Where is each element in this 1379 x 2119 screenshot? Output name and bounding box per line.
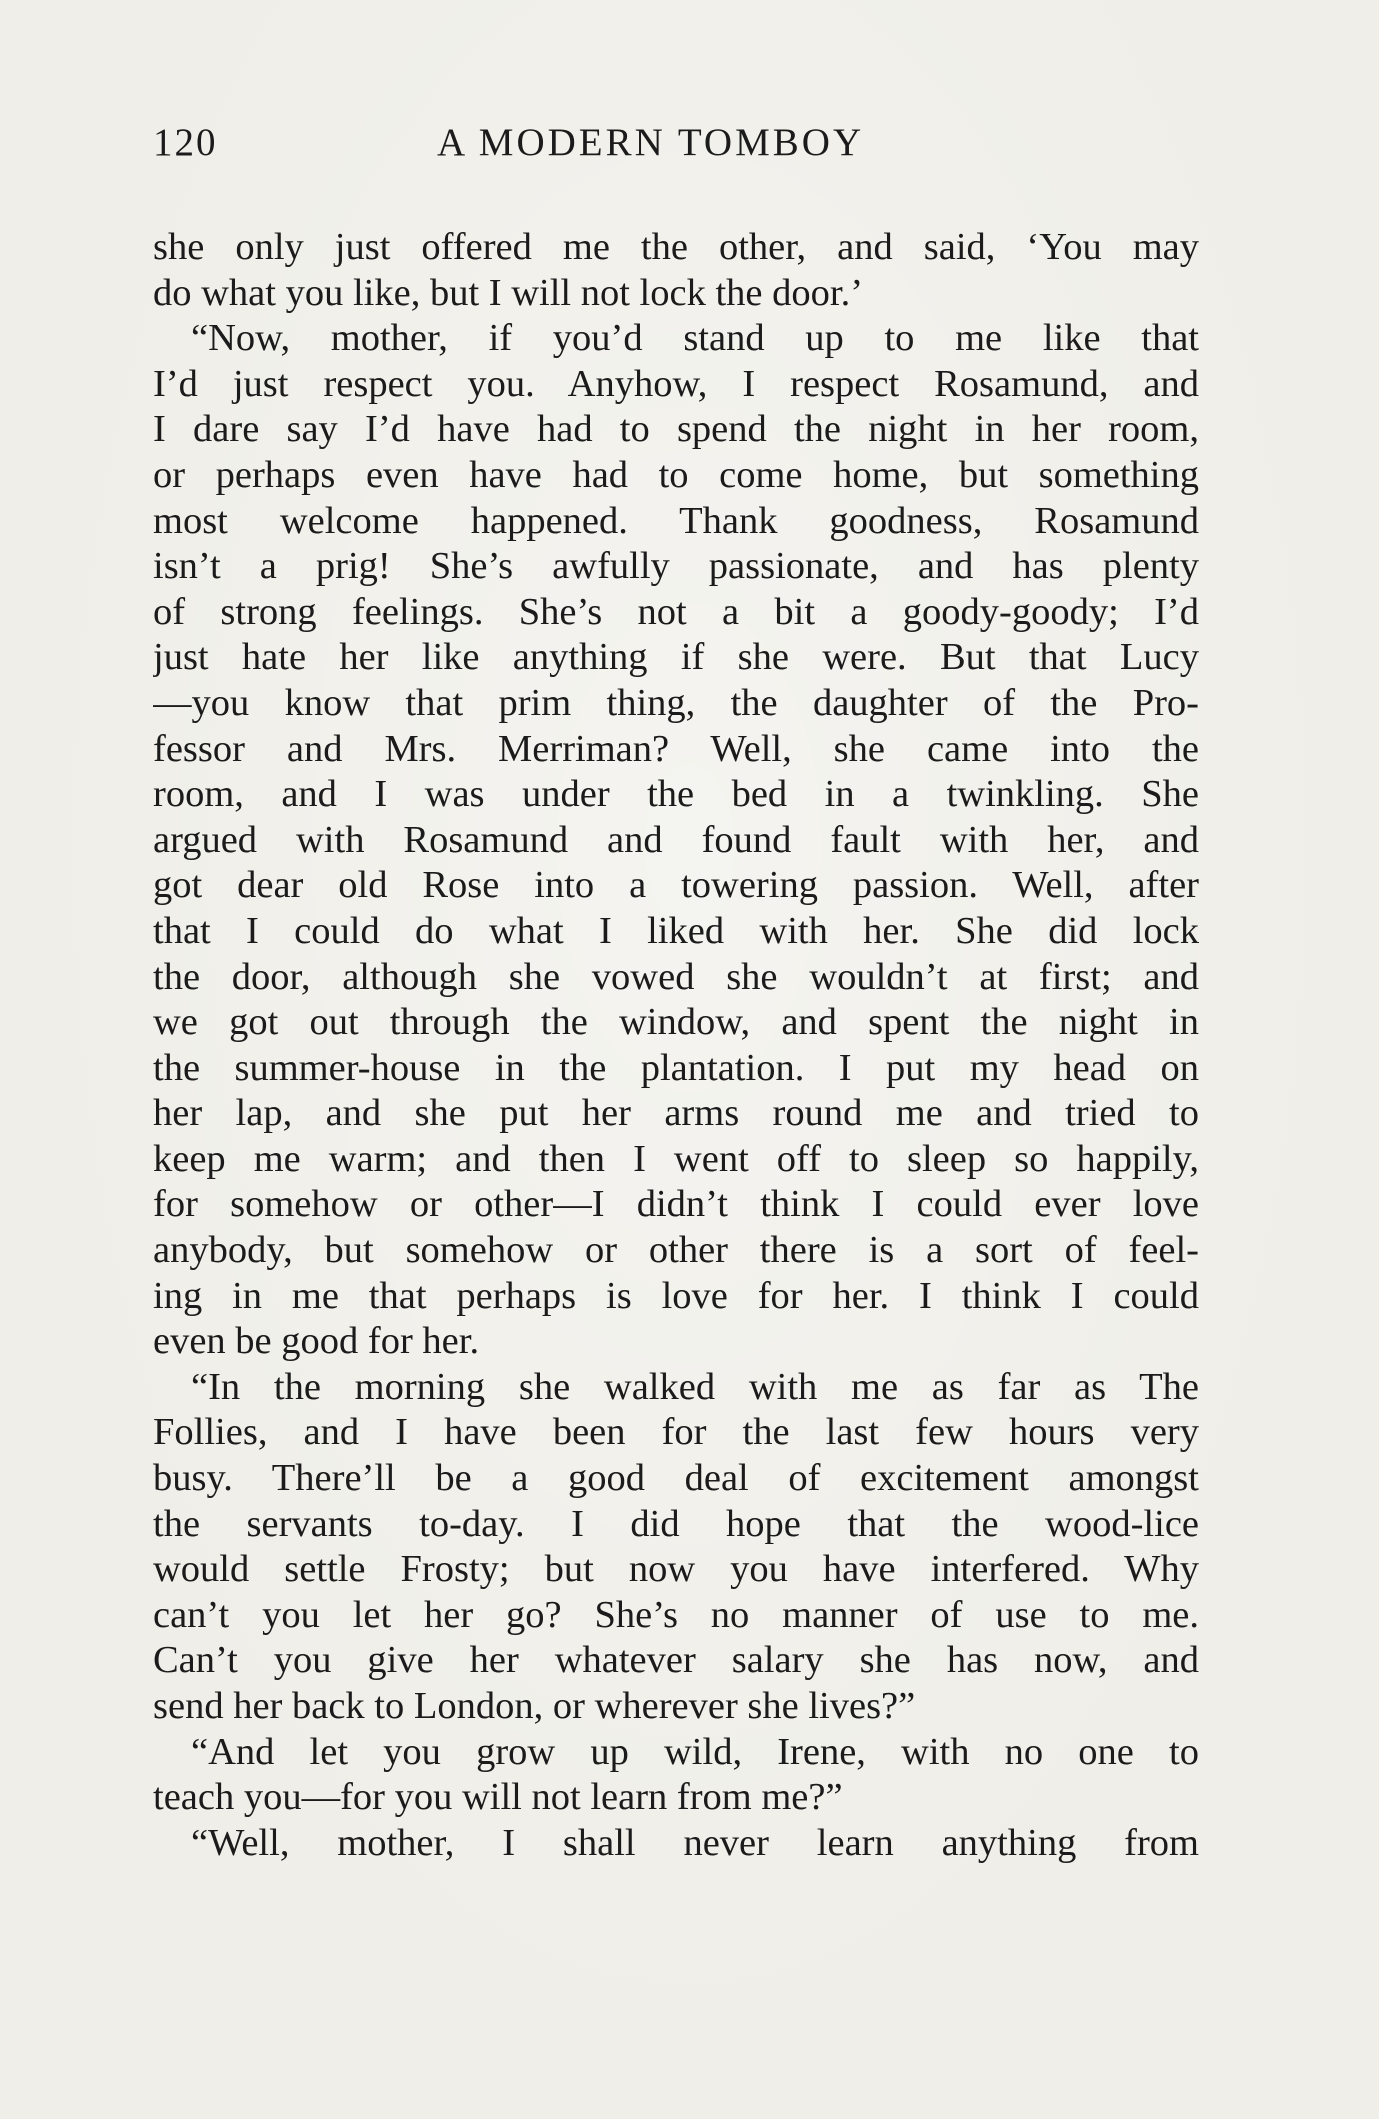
text-line: I dare say I’d have had to spend the night in her room, [153, 408, 1199, 451]
text-line: the door, although she vowed she wouldn’t at first; and [153, 955, 1199, 998]
text-line: the servants to-day. I did hope that the wood-lice [153, 1502, 1199, 1545]
text-line: argued with Rosamund and found fault with her, and [153, 818, 1199, 861]
text-line: for somehow or other—I didn’t think I could ever love [153, 1183, 1199, 1226]
text-line: she only just offered me the other, and said, ‘You may [153, 226, 1199, 268]
text-line: would settle Frosty; but now you have interfered. Why [153, 1548, 1199, 1591]
page-number: 120 [153, 121, 218, 164]
text-line: “In the morning she walked with me as far as The [191, 1365, 1199, 1408]
text-line: even be good for her. [153, 1320, 480, 1363]
text-line: “Well, mother, I shall never learn anything from [191, 1821, 1199, 1864]
running-title: A MODERN TOMBOY [437, 121, 865, 164]
text-line: Follies, and I have been for the last few hours very [153, 1411, 1199, 1454]
text-line: her lap, and she put her arms round me and tried to [153, 1092, 1199, 1135]
text-line: fessor and Mrs. Merriman? Well, she came into the [153, 727, 1199, 770]
page-header [153, 120, 1203, 180]
text-line: most welcome happened. Thank goodness, Rosamund [153, 499, 1199, 542]
text-line: we got out through the window, and spent the night in [153, 1001, 1199, 1044]
body-text [153, 225, 1199, 1866]
text-line: “And let you grow up wild, Irene, with no one to [191, 1730, 1199, 1773]
text-line: or perhaps even have had to come home, but something [153, 453, 1199, 496]
text-line: that I could do what I liked with her. She did lock [153, 909, 1199, 952]
text-line: “Now, mother, if you’d stand up to me like that [191, 317, 1199, 360]
text-line: room, and I was under the bed in a twinkling. She [153, 773, 1199, 816]
text-line: the summer-house in the plantation. I put my head on [153, 1046, 1199, 1089]
text-line: Can’t you give her whatever salary she has now, and [153, 1639, 1199, 1682]
text-line: teach you—for you will not learn from me?” [153, 1776, 843, 1819]
text-line: can’t you let her go? She’s no manner of use to me. [153, 1593, 1199, 1636]
text-line: isn’t a prig! She’s awfully passionate, and has plenty [153, 545, 1199, 588]
text-line: ing in me that perhaps is love for her. I think I could [153, 1274, 1199, 1317]
text-line: just hate her like anything if she were. But that Lucy [153, 636, 1199, 679]
text-line: busy. There’ll be a good deal of excitement amongst [153, 1457, 1199, 1500]
text-line: I’d just respect you. Anyhow, I respect Rosamund, and [153, 362, 1199, 405]
text-line: got dear old Rose into a towering passion. Well, after [153, 864, 1199, 907]
text-line: of strong feelings. She’s not a bit a goody-goody; I’d [153, 590, 1199, 633]
text-line: keep me warm; and then I went off to sleep so happily, [153, 1137, 1199, 1180]
text-line: do what you like, but I will not lock the door.’ [153, 271, 864, 314]
text-line: send her back to London, or wherever she lives?” [153, 1685, 916, 1727]
text-line: —you know that prim thing, the daughter of the Pro- [153, 681, 1199, 724]
text-line: anybody, but somehow or other there is a sort of feel- [153, 1229, 1199, 1272]
